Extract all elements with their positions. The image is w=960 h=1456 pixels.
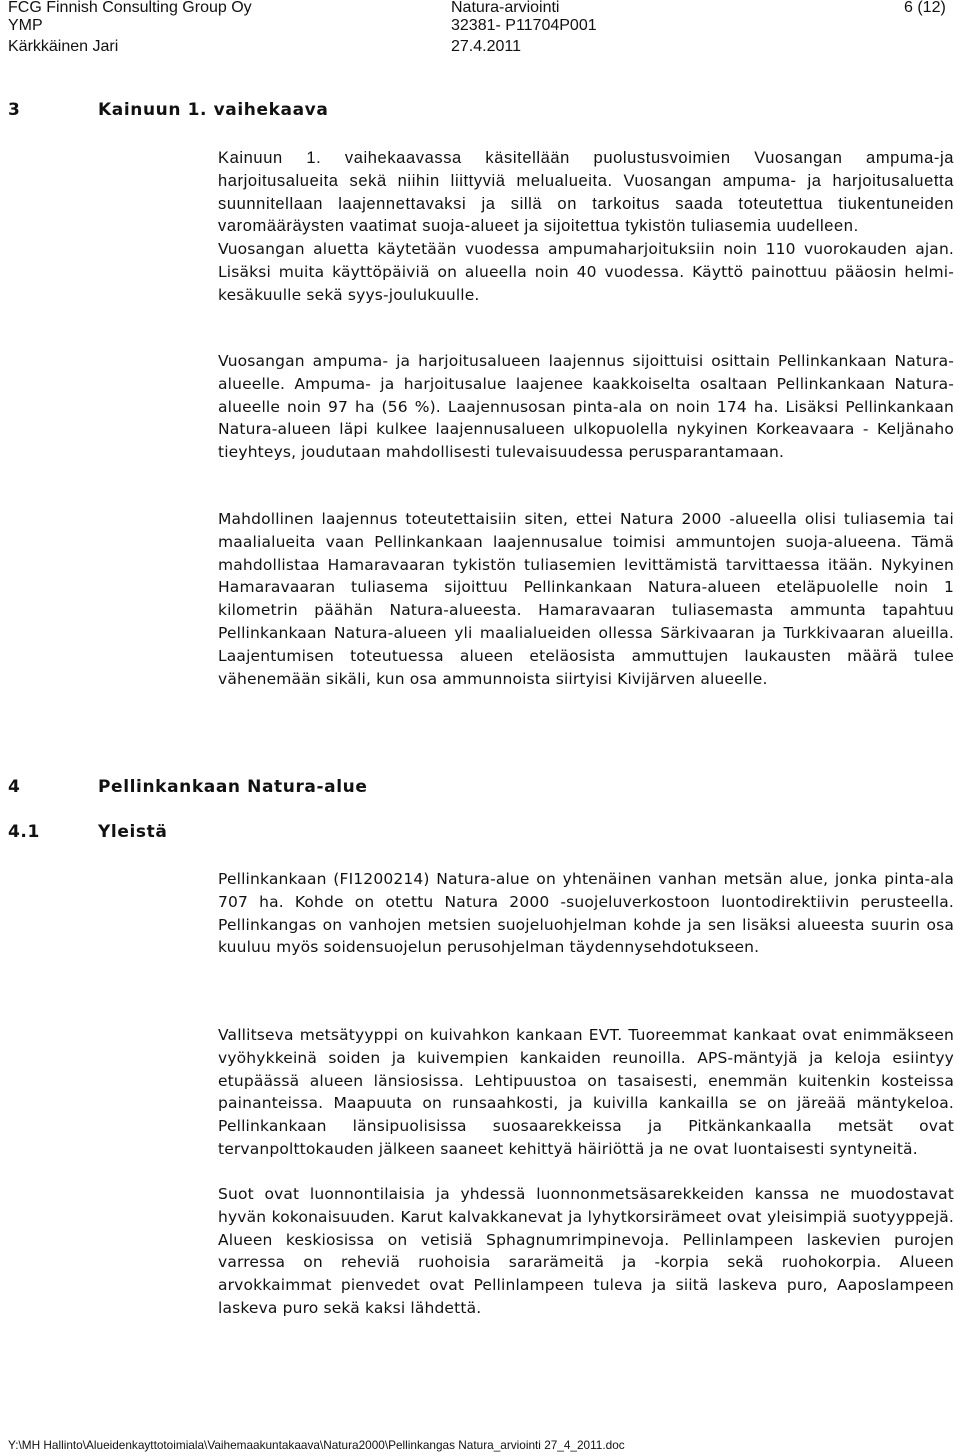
section-4-paragraph-2 [218,1024,954,1161]
subsection-number: 4.1 [8,822,40,842]
section-3-paragraph-1 [218,147,954,307]
paragraph-text: Vuosangan aluetta käytetään vuodessa ampumaharjoituksiin noin 110 vuorokauden ajan. Lisäksi muita käyttöpäiviä on alueella noin 40 vuodessa. Käyttö painottuu pääosin helmi-kesäkuulle sekä syys-joulukuulle. [218,240,954,304]
paragraph-text: Vuosangan ampuma- ja harjoitusalueen laajennus sijoittuisi osittain Pellinkankaan Natura-alueelle. Ampuma- ja harjoitusalue laajenee kaakkoiselta osaltaan Pellinkankaan Natura-alueelle noin 97 ha (56 %). Laajennusosan pinta-ala on noin 174 ha. Lisäksi Pellinkankaan Natura-alueen läpi kulkee laajennusalueen ulkopuolella nykyinen Korkeavaara - Keljänaho tieyhteys, joudutaan mahdollisesti tulevaisuudessa perusparantamaan. [218,352,954,462]
subsection-title: Yleistä [98,822,168,842]
header-author: Kärkkäinen Jari [8,38,119,55]
section-4-paragraph-1 [218,868,954,959]
section-4-heading [8,777,368,797]
section-number: 3 [8,100,21,120]
paragraph-text: Vallitseva metsätyyppi on kuivahkon kankaan EVT. Tuoreemmat kankaat ovat enimmäkseen vyöhykkeinä soiden ja kuivempien kankaiden reunoilla. APS-mäntyjä ja keloja esiintyy etupäässä alueen länsiosissa. Lehtipuustoa on tasaisesti, enemmän kuitenkin kosteissa painanteissa. Maapuuta on runsaahkosti, ja kuivilla kankailla se on järeää mäntykeloa. Pellinkankaan länsipuolisissa suosaarekkeissa ja Pitkänkankaalla metsät ovat tervanpolttokauden jälkeen saaneet kehittyä häiriöttä ja ne ovat luontaisesti syntyneitä. [218,1026,954,1158]
paragraph-text: Kainuun 1. vaihekaavassa käsitellään puolustusvoimien Vuosangan ampuma-ja harjoitusalueita sekä niihin liittyviä melualueita. Vuosangan ampuma- ja harjoitusaluetta suunnitellaan laajennettavaksi ja sillä on tarkoitus saada toteutettua tiukentuneiden varomääräysten vaatimat suoja-alueet ja sijoitettua tykistön tuliasemia uudelleen. [218,149,954,236]
section-3-paragraph-3 [218,508,954,690]
header-department: YMP [8,17,43,34]
section-title: Kainuun 1. vaihekaava [98,100,329,120]
subsection-4-1-heading [8,822,167,842]
paragraph-text: Pellinkankaan (FI1200214) Natura-alue on yhtenäinen vanhan metsän alue, jonka pinta-ala 707 ha. Kohde on otettu Natura 2000 -suojeluverkostoon luontodirektiivin perusteella. Pellinkangas on vanhojen metsien suojeluohjelman kohde ja sen lisäksi alueesta suurin osa kuuluu myös soidensuojelun perusohjelman täydennysehdotukseen. [218,870,954,957]
section-4-paragraph-3 [218,1183,954,1320]
section-number: 4 [8,777,21,797]
section-title: Pellinkankaan Natura-alue [98,777,368,797]
paragraph-text: Mahdollinen laajennus toteutettaisiin siten, ettei Natura 2000 -alueella olisi tuliasemia tai maalialueita vaan Pellinkankaan laajennusalue toimisi ammuntojen suoja-alueena. Tämä mahdollistaa Hamaravaaran tykistön tuliasemien levittämistä tarvittaessa itään. Nykyinen Hamaravaaran tuliasema sijoittuu Pellinkankaan Natura-alueen eteläpuolelle noin 1 kilometrin päähän Natura-alueesta. Hamaravaaran tuliasemasta ammunta tapahtuu Pellinkankaan Natura-alueen yli maalialueiden ollessa Särkivaaran ja Turkkivaaran alueilla. Laajentumisen toteutuessa alueen eteläosista ammuttujen laukausten määrä tulee vähenemään sikäli, kun osa ammunnoista siirtyisi Kivijärven alueelle. [218,510,954,688]
section-3-paragraph-2 [218,350,954,464]
header-date: 27.4.2011 [451,38,521,55]
paragraph-text: Suot ovat luonnontilaisia ja yhdessä luonnonmetsäsarekkeiden kanssa ne muodostavat hyvän kokonaisuuden. Karut kalvakkanevat ja lyhytkorsirämeet ovat yleisimpiä suotyyppejä. Alueen keskiosissa on vetisiä Sphagnumrimpinevoja. Pellinlampeen laskevien purojen varressa on reheviä ruohoisia sararämeitä ja -korpia sekä ruohokorpia. Alueen arvokkaimmat pienvedet ovat Pellinlampeen tuleva ja siitä laskeva puro, Aaposlampeen laskeva puro sekä kaksi lähdettä. [218,1185,954,1317]
header-document-type: Natura-arviointi [451,0,560,16]
header-company: FCG Finnish Consulting Group Oy [8,0,252,16]
header-page-number: 6 (12) [904,0,946,16]
section-3-heading [8,100,328,120]
footer-file-path: Y:\MH Hallinto\Alueidenkayttotoimiala\Vaihemaakuntakaava\Natura2000\Pellinkangas Natura_arviointi 27_4_2011.doc [8,1438,625,1452]
header-project-code: 32381- P11704P001 [451,17,597,34]
